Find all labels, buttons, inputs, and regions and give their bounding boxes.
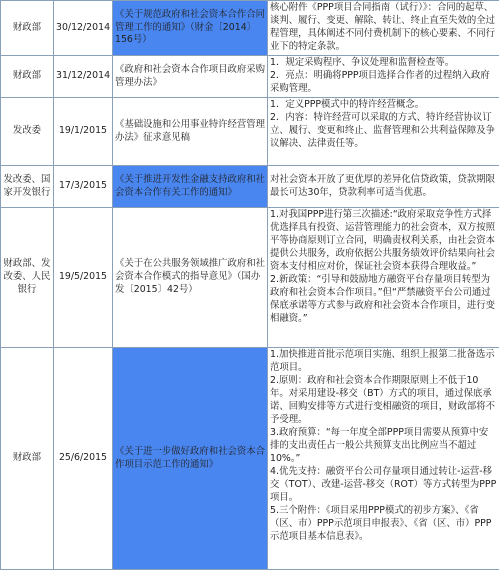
document-cell: 《关于规范政府和社会资本合作合同管理工作的通知》（财金〔2014〕156号）	[113, 1, 268, 56]
content-line: 1．定义PPP模式中的特许经营概念。	[270, 99, 425, 110]
content-line: 对社会资本开放了更优厚的差异化信贷政策，贷款期限最长可达30年，贷款利率可适当优惠。	[270, 173, 496, 198]
content-cell	[268, 166, 499, 208]
table-row	[1, 348, 499, 570]
table-row	[1, 166, 499, 208]
content-line: 核心附件《PPP项目合同指南（试行）》：合同的起草、谈判、履行、变更、解除、转让、终止直至失效的全过程管理，具体阐述不同付费机制下的核心要素、不同行业下的特定条款。	[270, 2, 496, 52]
date-cell: 30/12/2014	[54, 1, 113, 56]
date-cell: 19/5/2015	[54, 208, 113, 348]
content-cell	[268, 56, 499, 98]
content-cell	[268, 348, 499, 570]
date-cell: 19/1/2015	[54, 98, 113, 166]
content-line: 4.优先支持：融资平台公司存量项目通过转让-运营-移交（TOT）、改建-运营-移交（ROT）等方式转型为PPP项目。	[270, 465, 497, 503]
dept-cell: 财政部	[1, 56, 54, 98]
content-line: 2．内容：特许经营可以采取的方式、特许经营协议订立、履行、变更和终止、监督管理和公共利益保障及争议解决、法律责任等。	[270, 111, 496, 149]
table-row	[1, 208, 499, 348]
content-cell	[268, 98, 499, 166]
document-cell: 《关于在公共服务领域推广政府和社会资本合作模式的指导意见》（国办发〔2015〕42号）	[113, 208, 268, 348]
document-cell: 《关于进一步做好政府和社会资本合作项目示范工作的通知》	[113, 348, 268, 570]
content-line: 1．规定采购程序、争议处理和监督检查等。	[270, 57, 455, 68]
dept-cell: 发改委、国家开发银行	[1, 166, 54, 208]
content-line: 2．亮点：明确将PPP项目选择合作者的过程纳入政府采购管理。	[270, 69, 490, 94]
table-row	[1, 98, 499, 166]
content-cell	[268, 208, 499, 348]
date-cell: 17/3/2015	[54, 166, 113, 208]
content-line: 5.三个附件：《项目采用PPP模式的初步方案》、《省（区、市）PPP示范项目申报表》、《省（区、市）PPP示范项目基本信息表》。	[270, 504, 492, 542]
date-cell: 25/6/2015	[54, 348, 113, 570]
dept-cell: 财政部	[1, 1, 54, 56]
dept-cell: 财政部	[1, 348, 54, 570]
dept-cell: 发改委	[1, 98, 54, 166]
content-line: 2.原则：政府和社会资本合作期限原则上不低于10年。对采用建设-移交（BT）方式的项目，通过保底承诺、回购安排等方式进行变相融资的项目，财政部将不予受理。	[270, 374, 496, 425]
content-cell	[268, 1, 499, 56]
table-row	[1, 1, 499, 56]
content-line: 2.新政策：“引导和鼓励地方融资平台存量项目转型为政府和社会资本合作项目。”但“严禁融资平台公司通过保底承诺等方式参与政府和社会资本合作项目，进行变相融资。”	[270, 273, 496, 324]
content-line: 3.政府预算：“每一年度全部PPP项目需要从预算中安排的支出责任占一般公共预算支出比例应当不超过10%。”	[270, 426, 489, 464]
content-line: 1.加快推进首批示范项目实施、组织上报第二批备选示范项目。	[270, 349, 495, 373]
content-line: 1.对我国PPP进行第三次描述:“政府采取竞争性方式择优选择具有投资、运营管理能力的社会资本，双方按照平等协商原则订立合同，明确责权利关系，由社会资本提供公共服务，政府依据公共服务绩效评价结果向社会资本支付相应对价，保证社会资本获得合理收益。”	[270, 209, 496, 272]
document-cell: 《关于推进开发性金融支持政府和社会资本合作有关工作的通知》	[113, 166, 268, 208]
dept-cell: 财政部、发改委、人民银行	[1, 208, 54, 348]
date-cell: 31/12/2014	[54, 56, 113, 98]
document-cell: 《基础设施和公用事业特许经营管理办法》征求意见稿	[113, 98, 268, 166]
document-cell: 《政府和社会资本合作项目政府采购管理办法》	[113, 56, 268, 98]
table-row	[1, 56, 499, 98]
